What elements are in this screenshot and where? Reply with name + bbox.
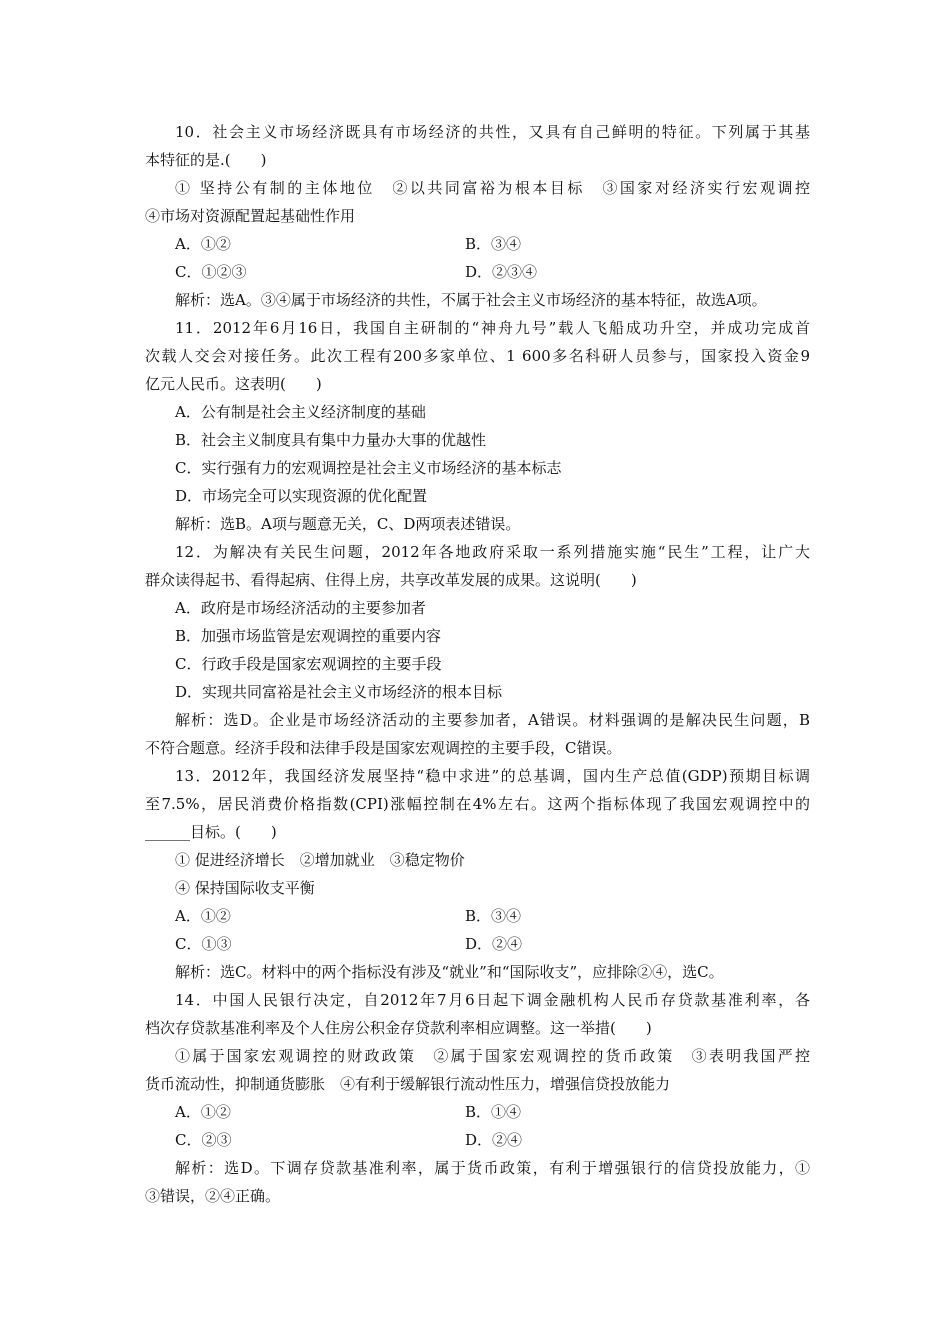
q11-option-a[interactable]: A．公有制是社会主义经济制度的基础 (175, 403, 426, 421)
q11-stem-line-1: 11．2012年6月16日，我国自主研制的“神舟九号”载人飞船成功升空，并成功完成首 (175, 319, 810, 337)
q13-option-c[interactable]: C．①③ (175, 935, 232, 953)
q13-stem-line-2: 至7.5%，居民消费价格指数(CPI)涨幅控制在4%左右。这两个指标体现了我国宏观调控中的 (145, 795, 810, 813)
q12-stem-line-2: 群众读得起书、看得起病、住得上房，共享改革发展的成果。这说明( ) (145, 571, 637, 589)
q13-option-d[interactable]: D．②④ (465, 935, 523, 953)
q10-items-line-1: ① 坚持公有制的主体地位 ②以共同富裕为根本目标 ③国家对经济实行宏观调控 (175, 179, 810, 197)
q14-items-line-2: 货币流动性，抑制通货膨胀 ④有利于缓解银行流动性压力，增强信贷投放能力 (145, 1075, 671, 1093)
q12-option-b[interactable]: B．加强市场监管是宏观调控的重要内容 (175, 627, 442, 645)
q13-option-b[interactable]: B．③④ (465, 907, 522, 925)
q13-options-row-1 (145, 902, 810, 930)
q13-option-a[interactable]: A．①② (175, 907, 231, 925)
q11-option-b[interactable]: B．社会主义制度具有集中力量办大事的优越性 (175, 431, 487, 449)
q11-option-d[interactable]: D．市场完全可以实现资源的优化配置 (175, 487, 428, 505)
q12-stem-line-1: 12．为解决有关民生问题，2012年各地政府采取一系列措施实施“民生”工程，让广大 (175, 543, 810, 561)
q10-items-line-2: ④市场对资源配置起基础性作用 (145, 207, 356, 225)
q13-items-line-1: ① 促进经济增长 ②增加就业 ③稳定物价 (175, 851, 465, 869)
q11-analysis: 解析：选B。A项与题意无关，C、D两项表述错误。 (175, 515, 521, 533)
q14-options-row-2 (145, 1126, 810, 1154)
q14-stem-line-2: 档次存贷款基准利率及个人住房公积金存贷款利率相应调整。这一举措( ) (145, 1019, 652, 1037)
q13-analysis: 解析：选C。材料中的两个指标没有涉及“就业”和“国际收支”，应排除②④，选C。 (175, 963, 724, 981)
q10-stem-line-1: 10．社会主义市场经济既具有市场经济的共性，又具有自己鲜明的特征。下列属于其基 (175, 123, 810, 141)
q14-option-a[interactable]: A．①② (175, 1103, 231, 1121)
q10-option-b[interactable]: B．③④ (465, 235, 522, 253)
document-page (145, 118, 810, 1210)
q12-analysis-line-2: 不符合题意。经济手段和法律手段是国家宏观调控的主要手段，C错误。 (145, 739, 622, 757)
q10-stem-line-2: 本特征的是.( ) (145, 151, 267, 169)
q11-stem-line-2: 次载人交会对接任务。此次工程有200多家单位、1 600多名科研人员参与，国家投入资金9 (145, 347, 810, 365)
q13-stem-line-3: ______目标。( ) (145, 823, 277, 841)
q14-analysis-line-2: ③错误，②④正确。 (145, 1187, 281, 1205)
q12-option-c[interactable]: C．行政手段是国家宏观调控的主要手段 (175, 655, 442, 673)
q14-analysis-line-1: 解析：选D。下调存贷款基准利率，属于货币政策，有利于增强银行的信贷投放能力，① (175, 1159, 810, 1177)
q10-option-c[interactable]: C．①②③ (175, 263, 247, 281)
q10-options-row-1 (145, 230, 810, 258)
q14-option-c[interactable]: C．②③ (175, 1131, 232, 1149)
q14-option-d[interactable]: D．②④ (465, 1131, 523, 1149)
q14-options-row-1 (145, 1098, 810, 1126)
q10-analysis: 解析：选A。③④属于市场经济的共性，不属于社会主义市场经济的基本特征，故选A项。 (175, 291, 767, 309)
q12-option-a[interactable]: A．政府是市场经济活动的主要参加者 (175, 599, 426, 617)
q14-stem-line-1: 14．中国人民银行决定，自2012年7月6日起下调金融机构人民币存贷款基准利率，各 (175, 991, 810, 1009)
q13-items-line-2: ④ 保持国际收支平衡 (175, 879, 315, 897)
q13-options-row-2 (145, 930, 810, 958)
q13-stem-line-1: 13．2012年，我国经济发展坚持“稳中求进”的总基调，国内生产总值(GDP)预期目标调 (175, 767, 810, 785)
q11-option-c[interactable]: C．实行强有力的宏观调控是社会主义市场经济的基本标志 (175, 459, 562, 477)
q12-option-d[interactable]: D．实现共同富裕是社会主义市场经济的根本目标 (175, 683, 503, 701)
q14-items-line-1: ①属于国家宏观调控的财政政策 ②属于国家宏观调控的货币政策 ③表明我国严控 (175, 1047, 810, 1065)
q10-option-a[interactable]: A．①② (175, 235, 231, 253)
q10-options-row-2 (145, 258, 810, 286)
q10-option-d[interactable]: D．②③④ (465, 263, 538, 281)
q12-analysis-line-1: 解析：选D。企业是市场经济活动的主要参加者，A错误。材料强调的是解决民生问题，B (175, 711, 810, 729)
q14-option-b[interactable]: B．①④ (465, 1103, 522, 1121)
q11-stem-line-3: 亿元人民币。这表明( ) (145, 375, 322, 393)
